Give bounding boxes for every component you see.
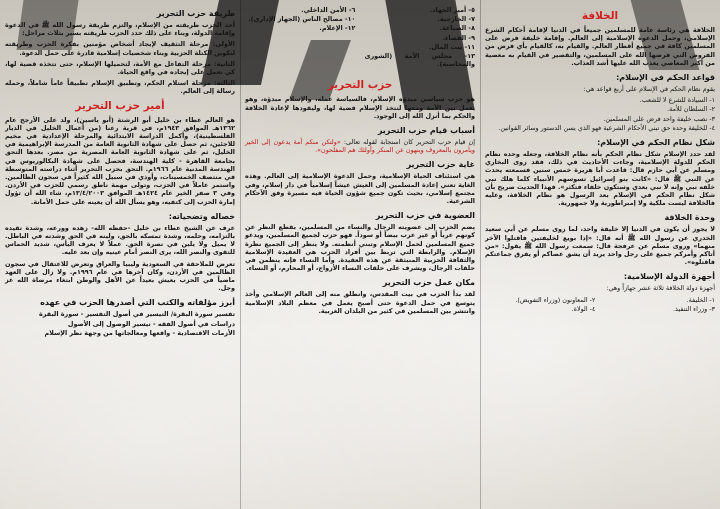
- organs-list-2: [245, 6, 475, 69]
- shape-text: لقد حدد الإسلام شكل نظام الحكم بأنه نظام الخلافة، وجعله وحده نظام الحكم للدولة الإسلامية، وجاءت الأحاديث في ذلك، فقد روى البخاري ومسلم عن أبي حازم قال: قاعدت أبا هريرة خمس سنين فسمعته يحدث عن النبي ﷺ قال: «كانت بنو إسرائيل تسوسهم الأنبياء كلما هلك نبي خلفه نبي وإنه لا نبي بعدي وستكون خلفاء فتكثر». فهذا الحديث صريح بأن شكل نظام الحكم في الإسلام بعد الرسول هو نظام الخلافة، وعليه فالخلافة ليست ملكية ولا إمبراطورية ولا جمهورية.: [485, 150, 715, 208]
- book-item: دراسات في أصول الفقه - تيسير الوصول إلى الأصول: [67, 319, 235, 328]
- rules-list: [485, 96, 715, 132]
- books-list: [5, 310, 235, 337]
- rules-heading: قواعد الحكم في الإسلام:: [616, 73, 715, 83]
- book-item: تفسير سورة البقرة/ التيسير في أصول التفسير - سورة البقرة: [38, 310, 235, 319]
- rule-item: ١- السيادة للشرع لا للشعب.: [639, 96, 715, 105]
- quran-verse: «ولتكن منكم أمة يدعون إلى الخير ويأمرون بالمعروف وينهون عن المنكر وأولئك هم المفلحون».: [245, 138, 475, 155]
- organ-item: ١- الخليفة.: [686, 295, 715, 304]
- organ-item: ٣- وزراء التنفيذ.: [673, 304, 715, 313]
- reasons-heading: أسباب قيام حزب التحرير: [377, 126, 475, 136]
- amir-title: أمير حزب التحرير: [75, 99, 165, 112]
- organ-item: ٧- الخارجية.: [437, 15, 475, 24]
- rule-item: ٣- نصب خليفة واحد فرض على المسلمين.: [603, 114, 715, 123]
- place-heading: مكان عمل حزب التحرير: [382, 278, 475, 288]
- organ-item: ٦- الأمن الداخلي.: [301, 6, 356, 14]
- goal-text: هي استئناف الحياة الإسلامية، وحمل الدعوة الإسلامية إلى العالم. وهذه الغاية تعني إعادة المسلمين إلى العيش عيشاً إسلامياً في دار إسلام، وفي مجتمع إسلامي، بحيث تكون جميع شؤون الحياة فيه مسيرة وفق الأحكام الشرعية.: [245, 172, 475, 206]
- rules-intro: يقوم نظام الحكم في الإسلام على أربع قواعد هي:: [583, 85, 715, 94]
- place-text: لقد بدأ الحزب في بيت المقدس، وانطلق منه إلى العالم الإسلامي وأخذ يتوسع في حمل الدعوة حتى أصبح يعمل في معظم البلاد الإسلامية وانتشر بين المسلمين في كثير من البلدان الغربية.: [245, 290, 475, 315]
- organ-item: ١١- بيت المال.: [429, 42, 475, 51]
- membership-heading: العضوية في حزب التحرير: [375, 211, 475, 221]
- reasons-text: [245, 138, 475, 154]
- virtues-heading: خصاله وتضحياته:: [168, 211, 235, 221]
- organ-item: ٢- المعاونون (وزراء التفويض).: [515, 295, 596, 304]
- rule-item: ٢- السلطان للأمة.: [667, 105, 715, 114]
- goal-heading: غاية حزب التحرير: [406, 160, 475, 170]
- stage-2: الثانية: مرحلة التفاعل مع الأمة، لتحميلها الإسلام، حتى تتخذه قضية لها، كي تعمل على إيجاده في واقع الحياة.: [5, 59, 235, 77]
- organs-intro: أجهزة دولة الخلافة ثلاثة عشر جهازاً وهي:: [606, 284, 715, 293]
- books-heading: أبرز مؤلفاته والكتب التي أصدرها الحزب في عهده: [40, 298, 235, 308]
- organ-item: ٤- الولاة.: [571, 304, 596, 313]
- shape-heading: شكل نظام الحكم في الإسلام:: [597, 138, 715, 148]
- organs-list-1: [485, 296, 715, 314]
- hizb-intro: هو حزب سياسي مبدؤه الإسلام، فالسياسة عمله، والإسلام مبدؤه، وهو يعمل بين الأمة ومعها لتتخذ الإسلام قضية لها، وليقودها لإعادة الخلافة والحكم بما أنزل الله إلى الوجود.: [245, 95, 475, 120]
- book-item: الأزمات الاقتصادية - واقعها ومعالجاتها من وجهة نظر الإسلام: [44, 328, 235, 337]
- right-panel: [480, 0, 720, 509]
- membership-text: يضم الحزب إلى عضويته الرجال والنساء من المسلمين، بقطع النظر عن كونهم عرباً أو غير عرب بيضاً أو سوداً. فهو حزب لجميع المسلمين، ويدعو جميع المسلمين لحمل الإسلام وتبني أنظمته. ولا ينظر إلى الجميع نظرة الإسلام. والرابطة التي تربط بين أفراد الحزب هي العقيدة الإسلامية والثقافة الحزبية المنبثقة عن هذه العقيدة. وأما النساء فإنه ينظمن في حلقات الرجال، ويشرف على حلقات النساء الأزواج، أو المحارم، أو النساء.: [245, 223, 475, 273]
- organ-item: ٨- الصناعة.: [439, 24, 475, 33]
- organ-item: ١٠- مصالح الناس (الجهاز الإداري).: [248, 15, 356, 24]
- stage-1: الأولى: مرحلة التثقيف لإيجاد أشخاص مؤمنين بفكرة الحزب وطريقته لتكوين الكتلة الحزبية وبناء شخصيات إسلامية قادرة على حمل الدعوة.: [5, 40, 235, 57]
- stage-3: الثالثة: مرحلة استلام الحكم، وتطبيق الإسلام تطبيقاً عاماً شاملاً، وحمله رسالة إلى العالم.: [5, 79, 235, 96]
- method-heading: طريقة حزب التحرير: [156, 9, 235, 18]
- organs-heading: أجهزة الدولة الإسلامية:: [623, 272, 715, 282]
- left-panel: [0, 0, 240, 509]
- rule-item: ٤- للخليفة وحده حق تبني الأحكام الشرعية فهو الذي يسن الدستور وسائر القوانين.: [498, 123, 715, 132]
- prison-text: تعرض للملاحقة في السعودية وليبيا والعراق وتعرض للاعتقال في سجون الظالمين في الأردن، وكان آخرها في عام ١٩٩٦م. ولا زال على العهد ماضياً في الحزب يعيش بعيداً عن الأهل والوطن ابتغاء مرضاة الله عز وجل.: [5, 259, 235, 293]
- amir-bio: هو العالم عطاء بن خليل أبو الرشتة (أبو ياسين)، ولد على الأرجح عام ١٣٦٢هـ الموافق ١٩٤٣م، في قرية رعنا (من أعمال الخليل في الديار الفلسطينية)، وأكمل الدراسة الابتدائية والمرحلة الإعدادية في مخيم للاجئين، ثم حصل على شهادة الثانوية العامة من المدرسة الإبراهيمية في الخليل، ثم على شهادة الثانوية العامة المصرية من مصر. بعدها التحق بجامعة القاهرة - كلية الهندسة، فحصل على شهادة البكالوريوس في الهندسة المدنية عام ١٩٦٦م. التحق بحزب التحرير أثناء دراسته المتوسطة في منتصف الخمسينات، وأوذي في سبيل الله كثيراً في سجون الظالمين. واستمر عاملاً في الحزب، وتولى مهمة ناطق رسمي للحزب في الأردن. وفي ٣ صفر الخير عام ١٤٢٤هـ الموافق ١٣/٤/٢٠٠٣م، شاء الله أن تؤول إمارة الحزب إلى كتفيه، وهو يسأل الله أن يعينه على حمل الأمانة.: [5, 115, 235, 206]
- unity-text: لا يجوز أن يكون في الدنيا إلا خليفة واحد، لما روى مسلم عن أبي سعيد الخدري عن رسول الله ﷺ أنه قال: «إذا بويع لخليفتين فاقتلوا الآخر منهما» وروى مسلم عن عرفجة قال: سمعت رسول الله ﷺ يقول: «من أتاكم وأمركم جميع على رجل واحد يريد أن يشق عصاكم أو يفرق جماعتكم فاقتلوه».: [485, 225, 715, 267]
- organ-item: ١٢- الإعلام.: [319, 24, 356, 33]
- organ-item: ٩- القضاء.: [442, 33, 475, 42]
- middle-panel: [240, 0, 480, 509]
- organ-item: ٥- أمير الجهاد.: [429, 6, 475, 14]
- khilafah-intro: الخلافة هي رئاسة عامة للمسلمين جميعاً في الدنيا لإقامة أحكام الشرع الإسلامي، وحمل الدعوة الإسلامية إلى العالم. وإقامة خليفة فرض على المسلمين كافة في جميع أقطار العالم. والقيام به، كالقيام بأي فرض من الفروض التي فرضها الله على المسلمين، والتقصير في القيام به معصية من أكبر المعاصي يعذب الله عليها أشد العذاب.: [485, 26, 715, 67]
- unity-heading: وحدة الخلافة: [664, 213, 715, 223]
- reasons-lead: إن قيام حزب التحرير كان استجابة لقوله تعالى:: [343, 138, 475, 147]
- organ-item: ١٣- مجلس الأمة (الشورى والمحاسبة).: [364, 52, 475, 69]
- hizb-title: حزب التحرير: [327, 79, 393, 92]
- khilafah-title: الخلافة: [581, 10, 619, 22]
- virtues-text: عرف عن الشيخ عطاء بن خليل -حفظه الله- زهده وورعه، وشدة تقيده بالتزامه، وحلمه، وشدة تمسكه بالحق، ولينه في الحق وشدته في الباطل. لا يميل ولا يلين في نصرة الحق. عملاً لا يعرف اليأس، شديد الحماس للتقوى والنصر الله، يرى النصر أمام عينيه وإن بعد عليه.: [5, 223, 235, 257]
- method-text: أخذ الحزب طريقته من الإسلام، والتزم طريقة رسول الله ﷺ في الدعوة وإقامة الدولة، وبناء على ذلك حدد الحزب طريقته بسير بثلاث مراحل:: [5, 21, 235, 38]
